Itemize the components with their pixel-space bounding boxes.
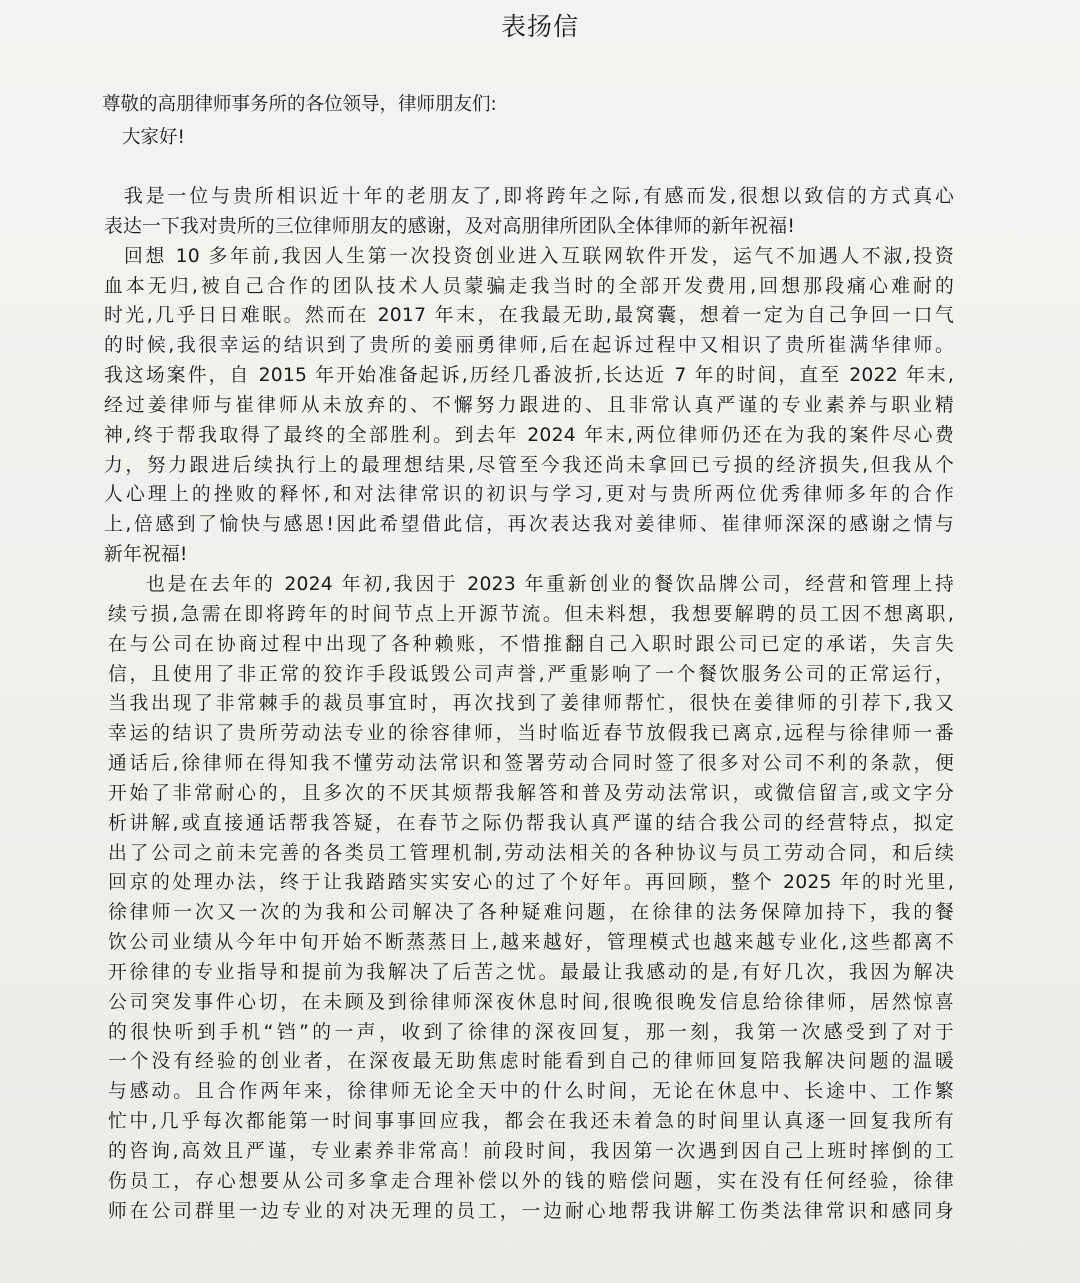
letter-salutation: 尊敬的高朋律师事务所的各位领导，律师朋友们: [102, 94, 497, 115]
body-line: 师在公司群里一边专业的对决无理的员工，一边耐心地帮我讲解工伤类法律常识和感同身 [108, 1200, 954, 1222]
body-line: 当我出现了非常棘手的裁员事宜时，再次找到了姜律师帮忙，很快在姜律师的引荐下,我又 [108, 693, 954, 715]
body-line: 神,终于帮我取得了最终的全部胜利。到去年 2024 年末,两位律师仍还在为我的案件尽心费 [104, 424, 954, 446]
body-line: 幸运的结识了贵所劳动法专业的徐容律师，当时临近春节放假我已离京,远程与徐律师一番 [108, 723, 954, 745]
body-line: 续亏损,急需在即将跨年的时间节点上开源节流。但未料想，我想要解聘的员工因不想离职, [108, 603, 954, 625]
body-line: 回京的处理办法，终于让我踏踏实实安心的过了个好年。再回顾，整个 2025 年的时光里, [108, 872, 954, 894]
body-line: 力，努力跟进后续执行上的最理想结果,尽管至今我还尚未拿回已亏损的经济损失,但我从个 [104, 454, 954, 476]
body-line: 我是一位与贵所相识近十年的老朋友了,即将跨年之际,有感而发,很想以致信的方式真心 [124, 186, 954, 207]
body-line: 时光,几乎日日难眠。然而在 2017 年末，在我最无助,最窝囊，想着一定为自己争回一口气 [104, 305, 954, 327]
body-line: 饮公司业绩从今年中旬开始不断蒸蒸日上,越来越好，管理模式也越来越专业化,这些都离不 [108, 932, 954, 954]
body-line: 我这场案件，自 2015 年开始准备起诉,历经几番波折,长达近 7 年的时间，直至 2022 年末, [104, 365, 954, 387]
body-line: 血本无归,被自己合作的团队技术人员蒙骗走我当时的全部开发费用,回想那段痛心难耐的 [104, 275, 954, 297]
letter-title: 表扬信 [500, 12, 579, 41]
body-line: 徐律师一次又一次的为我和公司解决了各种疑难问题，在徐律的法务保障加持下，我的餐 [108, 902, 954, 924]
body-line: 析讲解,或直接通话帮我答疑，在春节之际仍帮我认真严谨的结合我公司的经营特点，拟定 [108, 812, 954, 834]
body-line: 忙中,几乎每次都能第一时间事事回应我，都会在我还未着急的时间里认真逐一回复我所有 [108, 1111, 954, 1133]
letter-greeting: 大家好! [122, 127, 185, 148]
body-line: 在与公司在协商过程中出现了各种赖账，不惜推翻自己入职时跟公司已定的承诺，失言失 [108, 633, 954, 655]
body-line: 出了公司之前未完善的各类员工管理机制,劳动法相关的各种协议与员工劳动合同，和后续 [108, 842, 954, 864]
body-line: 与感动。且合作两年来，徐律师无论全天中的什么时间，无论在休息中、长途中、工作繁 [108, 1081, 954, 1103]
body-line: 开始了非常耐心的，且多次的不厌其烦帮我解答和普及劳动法常识，或微信留言,或文字分 [108, 782, 954, 804]
body-line: 伤员工，存心想要从公司多拿走合理补偿以外的钱的赔偿问题，实在没有任何经验，徐律 [108, 1170, 954, 1192]
body-line: 经过姜律师与崔律师从未放弃的、不懈努力跟进的、且非常认真严谨的专业素养与职业精 [104, 394, 954, 416]
body-line: 通话后,徐律师在得知我不懂劳动法常识和签署劳动合同时签了很多对公司不利的条款，便 [108, 753, 954, 775]
body-line: 信，且使用了非正常的狡诈手段诋毁公司声誉,严重影响了一个餐饮服务公司的正常运行， [108, 663, 954, 685]
body-line: 开徐律的专业指导和提前为我解决了后苦之忧。最最让我感动的是,有好几次，我因为解决 [108, 961, 954, 983]
body-line: 的时候,我很幸运的结识到了贵所的姜丽勇律师,后在起诉过程中又相识了贵所崔满华律师。 [104, 335, 954, 357]
body-line: 一个没有经验的创业者，在深夜最无助焦虑时能看到自己的律师回复陪我解决问题的温暖 [108, 1051, 954, 1073]
body-line: 公司突发事件心切，在未顾及到徐律师深夜休息时间,很晚很晚发信息给徐律师，居然惊喜 [108, 991, 954, 1013]
body-line: 上,倍感到了愉快与感恩!因此希望借此信，再次表达我对姜律师、崔律师深深的感谢之情与 [104, 514, 954, 536]
letter-body [104, 182, 954, 1227]
body-line: 人心理上的挫败的释怀,和对法律常识的初识与学习,更对与贵所两位优秀律师多年的合作 [104, 484, 954, 506]
body-line: 新年祝福! [104, 544, 188, 566]
body-line: 的咨询,高效且严谨，专业素养非常高！前段时间，我因第一次遇到因自己上班时摔倒的工 [108, 1141, 954, 1162]
body-line: 的很快听到手机“铛”的一声，收到了徐律的深夜回复，那一刻，我第一次感受到了对于 [108, 1021, 954, 1043]
body-line: 回想 10 多年前,我因人生第一次投资创业进入互联网软件开发，运气不加遇人不淑,投资 [124, 245, 954, 267]
body-line: 也是在去年的 2024 年初,我因于 2023 年重新创业的餐饮品牌公司，经营和管理上持 [146, 573, 954, 595]
body-line: 表达一下我对贵所的三位律师朋友的感谢，及对高朋律所团队全体律师的新年祝福! [104, 215, 796, 237]
